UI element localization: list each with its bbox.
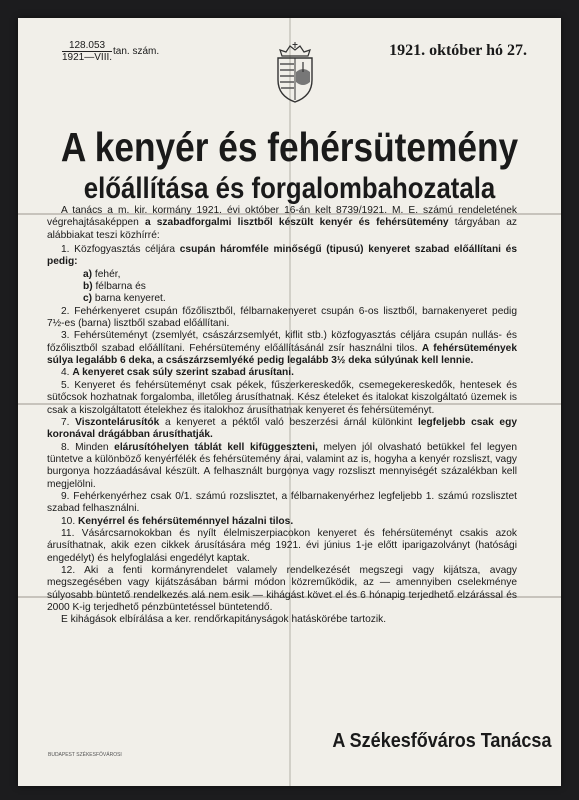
paragraph-13: E kihágások elbírálása a ker. rendőrkapitányságok hatáskörébe tartozik. — [61, 614, 387, 626]
paragraph-8: 8. Minden elárusítóhelyen táblát kell kifüggeszteni, melyen jól olvasható betükkel fel legyen tüntetve a különböző kenyérfélék és fehérsütemény árai, valamint az is, hogyha a kenyér rozsliszt, vagy burgonya hozzáadásával készült. A felhasznált burgonya vagy rozsliszt mennyiségét százalékban kell megjelölni. — [47, 441, 517, 490]
printer-mark: BUDAPEST SZÉKESFŐVÁROSI — [48, 752, 122, 758]
paragraph-4: 4. A kenyeret csak súly szerint szabad árusítani. — [61, 367, 294, 379]
paragraph-11: 11. Vásárcsarnokokban és nyílt élelmiszerpiacokon kenyeret és fehérsüteményt csakis azok árusíthatnak, akik ezen cikkek árusítására még 1921. évi június 1-je előtt iparigazolványt (hatósági engedélyt) és helyfoglalási engedélyt kaptak. — [47, 527, 517, 564]
ref-sub: 1921—VIII. — [62, 52, 113, 63]
intro-paragraph: A tanács a m. kir. kormány 1921. évi október 16-án kelt 8739/1921. M. E. számú rendeletének végrehajtásaképpen a szabadforgalmi lisztből készült kenyér és fehérsütemény tárgyában az alábbiakat teszi közhírré: — [47, 205, 518, 241]
list-item: b) félbarna és — [83, 281, 146, 293]
signature: A Székesfőváros Tanácsa — [331, 730, 551, 752]
paragraph-10: 10. Kenyérrel és fehérsüteménnyel házalni tilos. — [61, 515, 294, 527]
list-item: c) barna kenyeret. — [83, 293, 166, 305]
paragraph-12: 12. Aki a fenti kormányrendelet valamely rendelkezését megszegi vagy kijátsza, avagy megszegésében vagy kijátszásában bármi módon közreműködik, az — amennyiben cselekménye súlyosabb büntető rendelkezés alá nem esik — kihágást követ el és 6 hónapig terjedhető elzárással és 2000 K-ig terjedhető pénzbüntetéssel büntetendő. — [47, 564, 517, 613]
title-line-2: előállítása és forgalombahozatala — [83, 172, 496, 205]
ref-number: 128.053 — [68, 40, 106, 51]
body-text — [47, 205, 517, 627]
reference-number — [62, 40, 112, 63]
coat-of-arms-icon — [272, 42, 318, 104]
title-line-1: A kenyér és fehérsütemény — [60, 124, 519, 170]
paragraph-3: 3. Fehérsüteményt (zsemlyét, császárzsemlyét, kiflit stb.) közfogyasztás céljára csupán nullás- és főzőlisztből szabad előállítani. Fehérsütemény előállításánál zsír használni tilos. A fehérsütemények súlya legalább 6 deka, a császárzsemlyéké pedig legalább 3½ deka súlyúnak kell lennie. — [47, 330, 517, 367]
list-item: a) fehér, — [83, 268, 121, 280]
paragraph-5: 5. Kenyeret és fehérsüteményt csak pékek, fűszerkereskedők, csemegekereskedők, hentesek és sütőcsok hozhatnak forgalomba, illetőleg árusíthatnak. Kész ételeket és italokat kiszolgáltató üzemek is csak a kiszolgáltatott ételekhez és italokhoz árusíthatnak kenyeret és fehérsüteményt. — [47, 379, 517, 416]
date: 1921. október hó 27. — [389, 42, 527, 59]
paragraph-7: 7. Viszontelárusítók a kenyeret a péktől való beszerzési árnál különkint legfeljebb csak egy koronával drágábban árusíthatják. — [47, 416, 517, 441]
paragraph-9: 9. Fehérkenyérhez csak 0/1. számú rozslisztet, a félbarnakenyérhez legfeljebb 1. számú rozslisztet szabad felhasználni. — [47, 490, 517, 515]
paragraph-1: 1. Közfogyasztás céljára csupán háromféle minőségű (tipusú) kenyeret szabad előállítani és pedig: — [47, 244, 517, 268]
paragraph-2: 2. Fehérkenyeret csupán főzőlisztből, félbarnakenyeret csupán 6-os lisztből, barnakenyeret pedig 7½-es (barna) lisztből szabad előállítani. — [47, 305, 517, 330]
ref-suffix: tan. szám. — [113, 46, 160, 57]
